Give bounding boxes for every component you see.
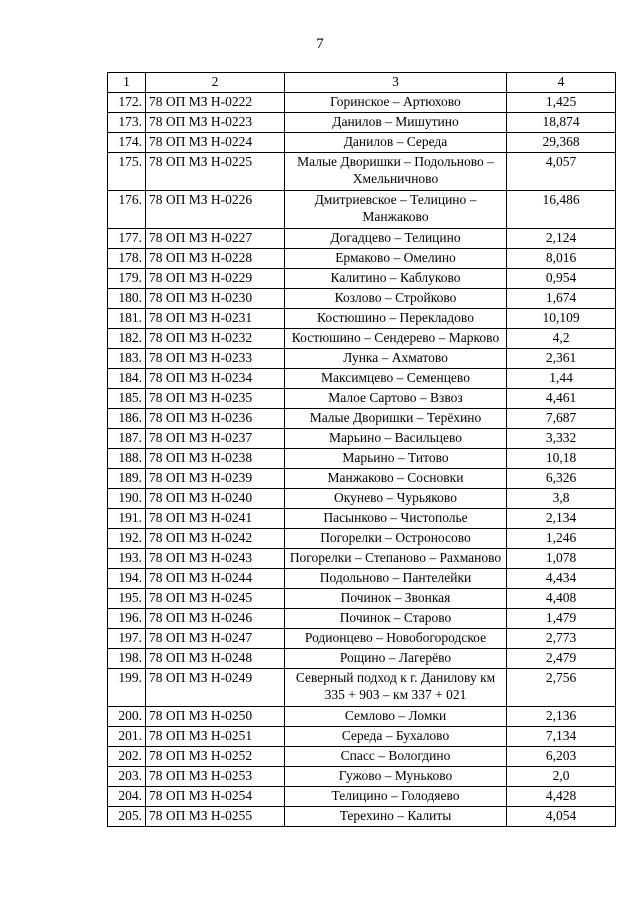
road-name-cell: Окунево – Чурьяково — [285, 489, 507, 509]
table-row — [108, 669, 616, 707]
road-code-cell: 78 ОП МЗ Н-0243 — [146, 549, 285, 569]
road-code-cell: 78 ОП МЗ Н-0247 — [146, 629, 285, 649]
row-number-cell: 182. — [108, 329, 146, 349]
table-row — [108, 329, 616, 349]
row-number-cell: 184. — [108, 369, 146, 389]
road-code-cell: 78 ОП МЗ Н-0241 — [146, 509, 285, 529]
table-row — [108, 113, 616, 133]
table-row — [108, 409, 616, 429]
table-row — [108, 767, 616, 787]
table-header-row — [108, 73, 616, 93]
road-length-cell: 4,057 — [507, 153, 616, 191]
road-length-cell: 16,486 — [507, 191, 616, 229]
road-code-cell: 78 ОП МЗ Н-0249 — [146, 669, 285, 707]
road-length-cell: 4,408 — [507, 589, 616, 609]
table-row — [108, 549, 616, 569]
road-name-cell: Пасынково – Чистополье — [285, 509, 507, 529]
row-number-cell: 173. — [108, 113, 146, 133]
road-length-cell: 3,332 — [507, 429, 616, 449]
table-row — [108, 747, 616, 767]
road-name-cell: Манжаково – Сосновки — [285, 469, 507, 489]
road-length-cell: 2,124 — [507, 229, 616, 249]
road-name-cell: Малые Дворишки – Терёхино — [285, 409, 507, 429]
road-code-cell: 78 ОП МЗ Н-0229 — [146, 269, 285, 289]
row-number-cell: 192. — [108, 529, 146, 549]
table-row — [108, 369, 616, 389]
road-code-cell: 78 ОП МЗ Н-0233 — [146, 349, 285, 369]
road-code-cell: 78 ОП МЗ Н-0252 — [146, 747, 285, 767]
table-row — [108, 229, 616, 249]
row-number-cell: 190. — [108, 489, 146, 509]
road-name-cell: Ермаково – Омелино — [285, 249, 507, 269]
row-number-cell: 185. — [108, 389, 146, 409]
road-length-cell: 1,44 — [507, 369, 616, 389]
road-code-cell: 78 ОП МЗ Н-0237 — [146, 429, 285, 449]
road-length-cell: 2,479 — [507, 649, 616, 669]
table-row — [108, 449, 616, 469]
header-col-2: 2 — [146, 73, 285, 93]
row-number-cell: 199. — [108, 669, 146, 707]
row-number-cell: 203. — [108, 767, 146, 787]
road-code-cell: 78 ОП МЗ Н-0227 — [146, 229, 285, 249]
road-name-cell: Подольново – Пантелейки — [285, 569, 507, 589]
road-length-cell: 2,136 — [507, 707, 616, 727]
row-number-cell: 178. — [108, 249, 146, 269]
road-length-cell: 10,18 — [507, 449, 616, 469]
row-number-cell: 202. — [108, 747, 146, 767]
table-row — [108, 349, 616, 369]
road-length-cell: 2,756 — [507, 669, 616, 707]
road-length-cell: 1,479 — [507, 609, 616, 629]
header-col-3: 3 — [285, 73, 507, 93]
road-code-cell: 78 ОП МЗ Н-0255 — [146, 807, 285, 827]
row-number-cell: 188. — [108, 449, 146, 469]
road-length-cell: 3,8 — [507, 489, 616, 509]
road-name-cell: Починок – Звонкая — [285, 589, 507, 609]
table-row — [108, 509, 616, 529]
road-code-cell: 78 ОП МЗ Н-0232 — [146, 329, 285, 349]
table-row — [108, 389, 616, 409]
road-length-cell: 1,246 — [507, 529, 616, 549]
road-code-cell: 78 ОП МЗ Н-0251 — [146, 727, 285, 747]
table-row — [108, 707, 616, 727]
row-number-cell: 186. — [108, 409, 146, 429]
road-name-cell: Данилов – Мишутино — [285, 113, 507, 133]
road-name-cell: Марьино – Васильцево — [285, 429, 507, 449]
road-length-cell: 1,674 — [507, 289, 616, 309]
road-name-cell: Лунка – Ахматово — [285, 349, 507, 369]
row-number-cell: 179. — [108, 269, 146, 289]
road-code-cell: 78 ОП МЗ Н-0254 — [146, 787, 285, 807]
road-name-cell: Терехино – Калиты — [285, 807, 507, 827]
table-row — [108, 133, 616, 153]
table-row — [108, 309, 616, 329]
row-number-cell: 196. — [108, 609, 146, 629]
road-length-cell: 1,078 — [507, 549, 616, 569]
table-row — [108, 807, 616, 827]
road-name-cell: Гужово – Муньково — [285, 767, 507, 787]
road-length-cell: 6,203 — [507, 747, 616, 767]
table-row — [108, 191, 616, 229]
page-number: 7 — [316, 36, 324, 52]
row-number-cell: 204. — [108, 787, 146, 807]
road-code-cell: 78 ОП МЗ Н-0231 — [146, 309, 285, 329]
road-code-cell: 78 ОП МЗ Н-0248 — [146, 649, 285, 669]
table-row — [108, 629, 616, 649]
road-name-cell: Костюшино – Перекладово — [285, 309, 507, 329]
road-name-cell: Починок – Старово — [285, 609, 507, 629]
road-code-cell: 78 ОП МЗ Н-0246 — [146, 609, 285, 629]
table-row — [108, 249, 616, 269]
road-code-cell: 78 ОП МЗ Н-0224 — [146, 133, 285, 153]
row-number-cell: 187. — [108, 429, 146, 449]
table-row — [108, 93, 616, 113]
road-name-cell: Телицино – Голодяево — [285, 787, 507, 807]
road-code-cell: 78 ОП МЗ Н-0230 — [146, 289, 285, 309]
road-length-cell: 4,461 — [507, 389, 616, 409]
road-name-cell: Погорелки – Остроносово — [285, 529, 507, 549]
road-code-cell: 78 ОП МЗ Н-0244 — [146, 569, 285, 589]
table-row — [108, 429, 616, 449]
road-length-cell: 4,428 — [507, 787, 616, 807]
road-code-cell: 78 ОП МЗ Н-0242 — [146, 529, 285, 549]
road-name-cell: Спасс – Вологдино — [285, 747, 507, 767]
road-length-cell: 8,016 — [507, 249, 616, 269]
header-col-1: 1 — [108, 73, 146, 93]
road-length-cell: 2,361 — [507, 349, 616, 369]
road-length-cell: 7,134 — [507, 727, 616, 747]
table-row — [108, 649, 616, 669]
row-number-cell: 177. — [108, 229, 146, 249]
road-name-cell: Родионцево – Новобогородское — [285, 629, 507, 649]
roads-table — [107, 72, 616, 827]
row-number-cell: 201. — [108, 727, 146, 747]
table-body — [108, 93, 616, 827]
row-number-cell: 176. — [108, 191, 146, 229]
road-name-cell: Северный подход к г. Данилову км 335 + 903 – км 337 + 021 — [285, 669, 507, 707]
road-name-cell: Данилов – Середа — [285, 133, 507, 153]
road-length-cell: 4,434 — [507, 569, 616, 589]
road-name-cell: Малое Сартово – Взвоз — [285, 389, 507, 409]
row-number-cell: 180. — [108, 289, 146, 309]
road-length-cell: 7,687 — [507, 409, 616, 429]
road-name-cell: Середа – Бухалово — [285, 727, 507, 747]
road-name-cell: Калитино – Каблуково — [285, 269, 507, 289]
road-code-cell: 78 ОП МЗ Н-0253 — [146, 767, 285, 787]
road-code-cell: 78 ОП МЗ Н-0226 — [146, 191, 285, 229]
row-number-cell: 195. — [108, 589, 146, 609]
road-code-cell: 78 ОП МЗ Н-0245 — [146, 589, 285, 609]
table-row — [108, 489, 616, 509]
row-number-cell: 194. — [108, 569, 146, 589]
road-length-cell: 10,109 — [507, 309, 616, 329]
road-length-cell: 4,054 — [507, 807, 616, 827]
row-number-cell: 181. — [108, 309, 146, 329]
table-row — [108, 153, 616, 191]
table-row — [108, 289, 616, 309]
road-name-cell: Марьино – Титово — [285, 449, 507, 469]
road-length-cell: 18,874 — [507, 113, 616, 133]
road-code-cell: 78 ОП МЗ Н-0225 — [146, 153, 285, 191]
road-length-cell: 1,425 — [507, 93, 616, 113]
road-code-cell: 78 ОП МЗ Н-0236 — [146, 409, 285, 429]
road-name-cell: Догадцево – Телицино — [285, 229, 507, 249]
row-number-cell: 175. — [108, 153, 146, 191]
road-code-cell: 78 ОП МЗ Н-0240 — [146, 489, 285, 509]
row-number-cell: 191. — [108, 509, 146, 529]
row-number-cell: 205. — [108, 807, 146, 827]
road-length-cell: 4,2 — [507, 329, 616, 349]
table-row — [108, 609, 616, 629]
table-row — [108, 269, 616, 289]
table-row — [108, 529, 616, 549]
road-name-cell: Козлово – Стройково — [285, 289, 507, 309]
road-code-cell: 78 ОП МЗ Н-0250 — [146, 707, 285, 727]
road-code-cell: 78 ОП МЗ Н-0239 — [146, 469, 285, 489]
road-name-cell: Малые Дворишки – Подольново – Хмельничново — [285, 153, 507, 191]
table-row — [108, 569, 616, 589]
road-code-cell: 78 ОП МЗ Н-0222 — [146, 93, 285, 113]
table-row — [108, 589, 616, 609]
road-name-cell: Костюшино – Сендерево – Марково — [285, 329, 507, 349]
header-col-4: 4 — [507, 73, 616, 93]
road-length-cell: 2,134 — [507, 509, 616, 529]
row-number-cell: 189. — [108, 469, 146, 489]
table-row — [108, 727, 616, 747]
road-length-cell: 6,326 — [507, 469, 616, 489]
row-number-cell: 174. — [108, 133, 146, 153]
road-code-cell: 78 ОП МЗ Н-0238 — [146, 449, 285, 469]
road-name-cell: Семлово – Ломки — [285, 707, 507, 727]
road-length-cell: 0,954 — [507, 269, 616, 289]
row-number-cell: 198. — [108, 649, 146, 669]
road-name-cell: Рощино – Лагерёво — [285, 649, 507, 669]
road-code-cell: 78 ОП МЗ Н-0235 — [146, 389, 285, 409]
road-code-cell: 78 ОП МЗ Н-0234 — [146, 369, 285, 389]
road-length-cell: 2,773 — [507, 629, 616, 649]
road-length-cell: 2,0 — [507, 767, 616, 787]
road-length-cell: 29,368 — [507, 133, 616, 153]
road-code-cell: 78 ОП МЗ Н-0223 — [146, 113, 285, 133]
road-code-cell: 78 ОП МЗ Н-0228 — [146, 249, 285, 269]
row-number-cell: 197. — [108, 629, 146, 649]
row-number-cell: 200. — [108, 707, 146, 727]
row-number-cell: 172. — [108, 93, 146, 113]
row-number-cell: 193. — [108, 549, 146, 569]
road-name-cell: Дмитриевское – Телицино – Манжаково — [285, 191, 507, 229]
table-row — [108, 469, 616, 489]
table-row — [108, 787, 616, 807]
road-name-cell: Максимцево – Семенцево — [285, 369, 507, 389]
road-name-cell: Погорелки – Степаново – Рахманово — [285, 549, 507, 569]
road-name-cell: Горинское – Артюхово — [285, 93, 507, 113]
row-number-cell: 183. — [108, 349, 146, 369]
